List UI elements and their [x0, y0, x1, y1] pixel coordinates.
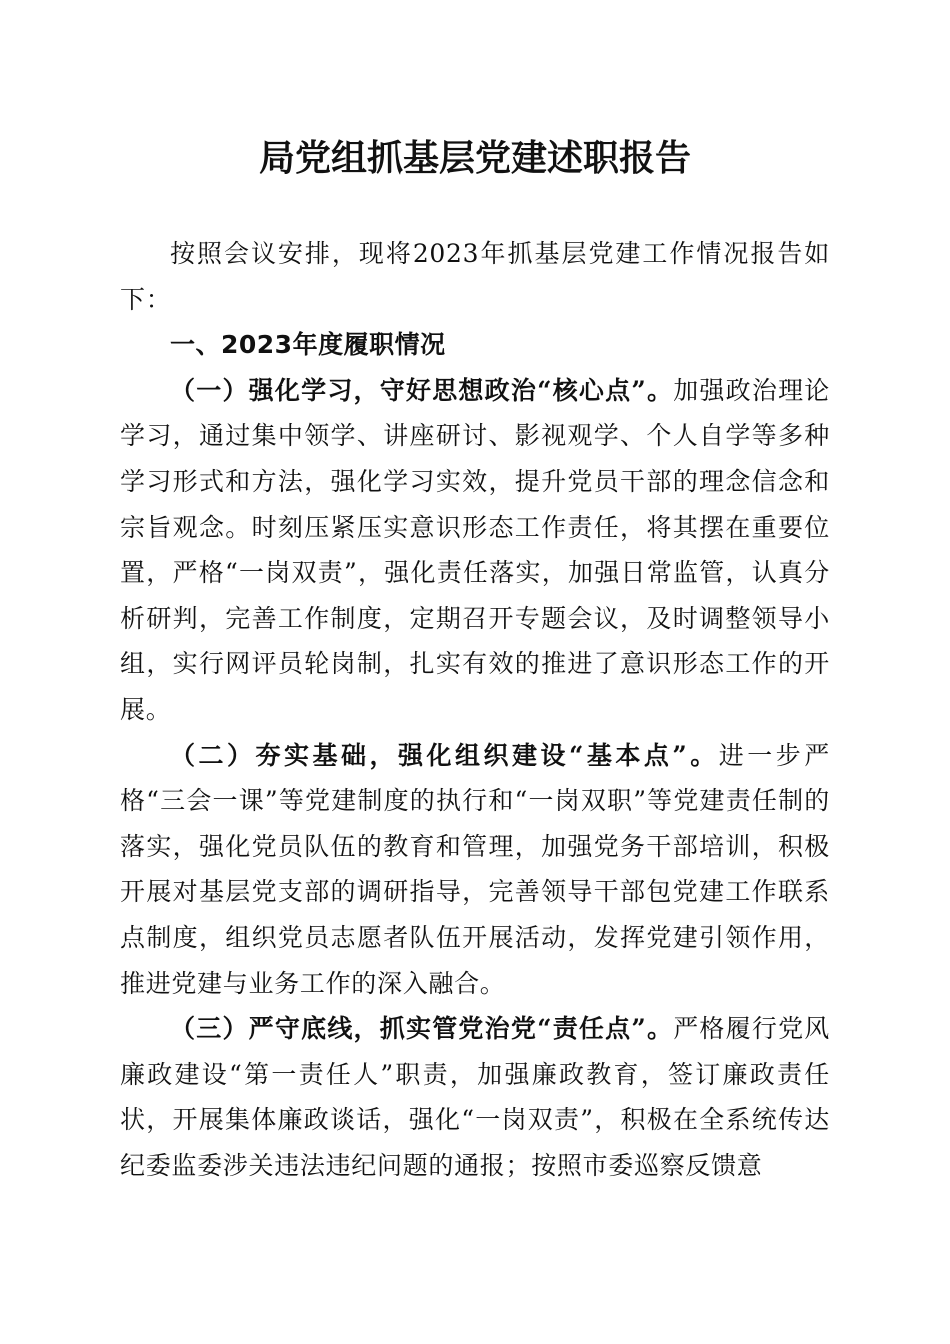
paragraph-3-text: 严格履行党风廉政建设“第一责任人”职责，加强廉政教育，签订廉政责任状，开展集体廉政谈话，强化“一岗双责”，积极在全系统传达纪委监委涉关违法违纪问题的通报；按照市委巡察反馈意 — [120, 1014, 830, 1180]
intro-paragraph: 按照会议安排，现将2023年抓基层党建工作情况报告如下： — [120, 239, 830, 314]
paragraph-1-lead: （一）强化学习，守好思想政治“核心点”。 — [170, 375, 674, 405]
paragraph-3-lead: （三）严守底线，抓实管党治党“责任点”。 — [170, 1014, 674, 1044]
paragraph-2-lead: （二）夯实基础，强化组织建设“基本点”。 — [170, 740, 719, 770]
paragraph-2-text: 进一步严格“三会一课”等党建制度的执行和“一岗双职”等党建责任制的落实，强化党员队伍的教育和管理，加强党务干部培训，积极开展对基层党支部的调研指导，完善领导干部包党建工作联系点制度，组织党员志愿者队伍开展活动，发挥党建引领作用，推进党建与业务工作的深入融合。 — [120, 740, 830, 998]
document-title: 局党组抓基层党建述职报告 — [258, 137, 691, 179]
paragraph-2 — [120, 733, 830, 1007]
paragraph-3 — [120, 1006, 830, 1188]
document-body — [120, 231, 830, 1188]
paragraph-1 — [120, 368, 830, 733]
section-heading: 一、2023年度履职情况 — [170, 330, 446, 360]
paragraph-1-text: 加强政治理论学习，通过集中领学、讲座研讨、影视观学、个人自学等多种学习形式和方法，强化学习实效，提升党员干部的理念信念和宗旨观念。时刻压紧压实意识形态工作责任，将其摆在重要位置，严格“一岗双责”，强化责任落实，加强日常监管，认真分析研判，完善工作制度，定期召开专题会议，及时调整领导小组，实行网评员轮岗制，扎实有效的推进了意识形态工作的开展。 — [120, 375, 830, 724]
